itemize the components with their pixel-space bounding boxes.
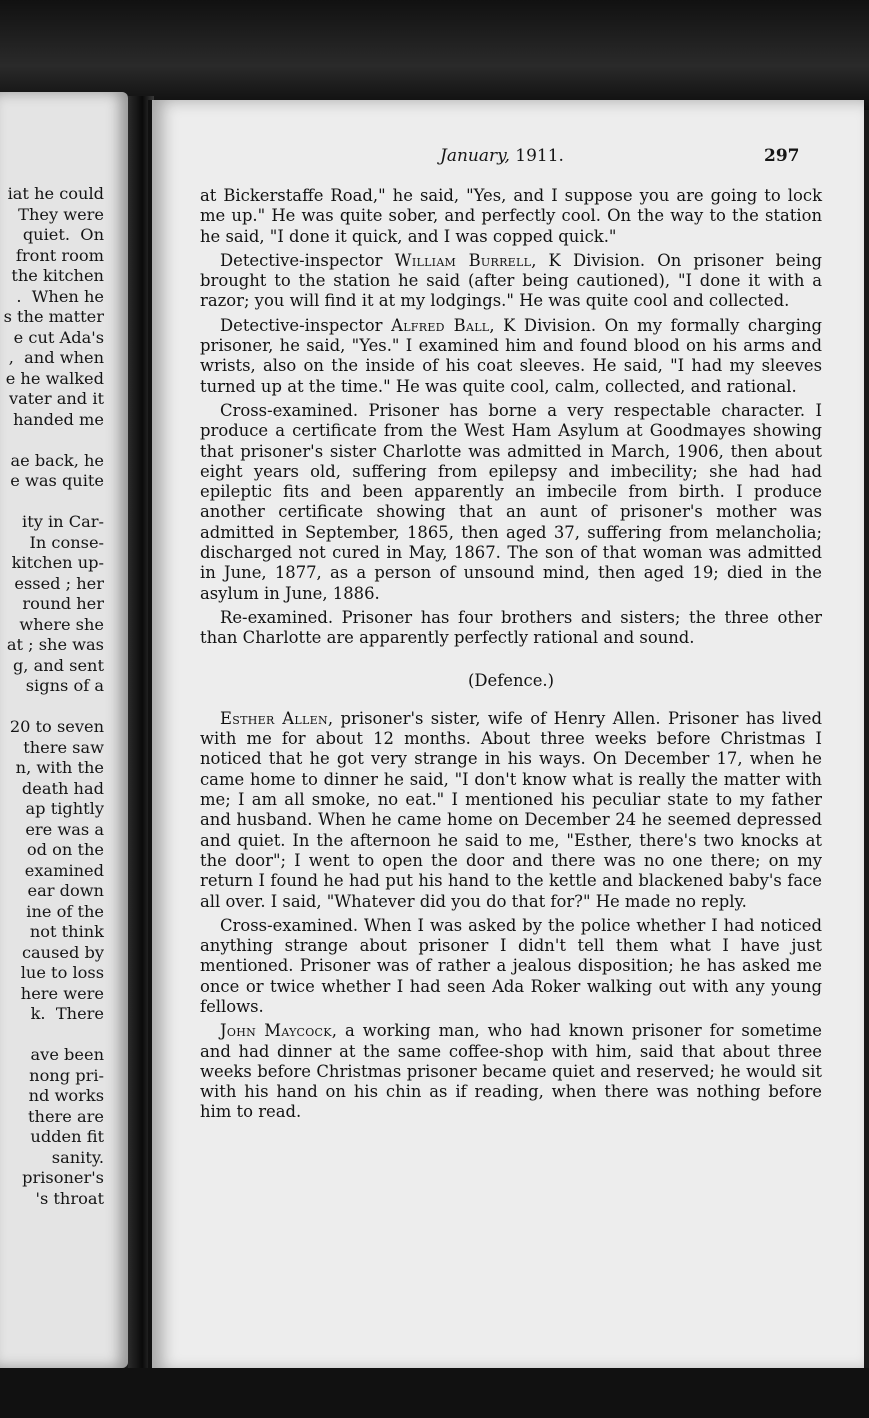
witness-name-ball: Alfred Ball xyxy=(391,315,490,335)
paragraph-1: at Bickerstaffe Road," he said, "Yes, and I suppose you are going to lock me up." He was quite sober, and perfectly cool. On the way to the station he said, "I done it quick, and I was copped quick." xyxy=(200,186,822,246)
left-page-line: In conse- xyxy=(29,532,104,552)
left-page-line: at ; she was xyxy=(6,635,104,654)
scan-background-top xyxy=(0,0,869,110)
p8-text: , a working man, who had known prisoner for sometime and had dinner at the same coffee-shop with him, said that about three weeks before Christmas prisoner became quiet and reserved; he would sit with his hand on his chin as if reading, when there was nothing before him to read. xyxy=(200,1021,822,1122)
left-page-line: vater and it xyxy=(8,389,104,408)
p3-prefix: Detective-inspector xyxy=(220,315,383,335)
left-page-line: nd works xyxy=(28,1086,104,1105)
header-month: January, xyxy=(440,146,510,166)
left-page-line: e cut Ada's xyxy=(13,327,104,347)
left-page-line: n, with the xyxy=(15,758,104,777)
defence-heading: (Defence.) xyxy=(467,670,555,690)
paragraph-3 xyxy=(200,316,822,397)
left-page-line: there are xyxy=(28,1106,104,1126)
left-page-line: caused by xyxy=(21,942,104,962)
left-page-line: e he walked xyxy=(5,368,104,388)
p2-prefix: Detective-inspector xyxy=(220,250,383,270)
left-page-line: there saw xyxy=(23,737,104,757)
left-page-line: kitchen up- xyxy=(11,553,104,572)
left-page-line xyxy=(4,430,104,451)
witness-name-allen: Esther Allen xyxy=(220,708,328,728)
scan-background-bottom xyxy=(0,1368,869,1418)
paragraph-2 xyxy=(200,251,822,312)
left-page-line: g, and sent xyxy=(12,655,104,675)
left-page-line: signs of a xyxy=(25,676,104,695)
left-page-line: front room xyxy=(15,245,104,265)
left-page-line: k. There xyxy=(30,1004,104,1023)
left-page-line: od on the xyxy=(26,840,104,859)
main-text xyxy=(200,186,822,1127)
left-page xyxy=(0,92,128,1368)
left-page-line xyxy=(4,697,104,718)
right-page xyxy=(148,100,864,1372)
left-page-line: the kitchen xyxy=(11,266,104,285)
paragraph-4: Cross-examined. Prisoner has borne a very respectable character. I produce a certificate from the West Ham Asylum at Goodmayes showing that prisoner's sister Charlotte was admitted in March, 1906, then about eight years old, suffering from epilepsy and imbecility; she had had epileptic fits and been apparently an imbecile from birth. I produce another certificate showing that an aunt of prisoner's mother was admitted in September, 1865, then aged 37, suffering from melancholia; discharged not cured in May, 1867. The son of that woman was admitted in June, 1877, as a person of unsound mind, then aged 19; died in the asylum in June, 1886. xyxy=(200,400,822,603)
left-page-line: here were xyxy=(20,983,104,1003)
left-page-line: death had xyxy=(21,778,104,798)
left-page-line: ere was a xyxy=(25,819,104,839)
left-page-line: where she xyxy=(19,614,104,634)
left-page-line: udden fit xyxy=(30,1127,104,1146)
p2-text: , K Division. On prisoner being brought to the station he said (after being cautioned), "I done it with a razor; you will find it at my lodgings." He was quite cool and collected. xyxy=(200,250,822,311)
header-year: 1911. xyxy=(515,146,564,166)
left-page-line: nong pri- xyxy=(29,1065,104,1085)
left-page-line: 20 to seven xyxy=(9,717,104,736)
paragraph-8 xyxy=(200,1021,822,1122)
running-header xyxy=(152,146,864,168)
left-page-line xyxy=(4,1025,104,1046)
left-page-line: lue to loss xyxy=(20,963,104,982)
left-page-line: 's throat xyxy=(35,1188,104,1208)
left-page-line: They were xyxy=(18,204,104,224)
left-page-line: prisoner's xyxy=(22,1168,104,1187)
left-page-line: , and when xyxy=(8,348,104,367)
left-page-line: s the matter xyxy=(3,307,104,326)
paragraph-6 xyxy=(200,709,822,912)
p6-text: , prisoner's sister, wife of Henry Allen. Prisoner has lived with me for about 12 months. About three weeks before Christmas I noticed that he got very strange in his ways. On December 17, when he came home to dinner he said, "I don't know what is really the matter with me; I am all smoke, no eat." I mentioned his peculiar state to my father and husband. When he came home on December 24 he seemed depressed and quiet. In the afternoon he said to me, "Esther, there's two knocks at the door"; I went to open the door and there was no one there; on my return I found he had put his hand to the kettle and blackened baby's face all over. I said, "Whatever did you do that for?" He made no reply. xyxy=(200,708,822,911)
left-page-text xyxy=(4,184,104,1209)
p3-text: , K Division. On my formally charging prisoner, he said, "Yes." I examined him and found blood on his arms and wrists, also on the inside of his coat sleeves. He said, "I had my sleeves turned up at the time." He was quite cool, calm, collected, and rational. xyxy=(200,315,823,396)
left-page-line: handed me xyxy=(13,409,104,429)
left-page-line: ave been xyxy=(30,1045,104,1064)
left-page-line: e was quite xyxy=(10,471,104,490)
left-page-line: quiet. On xyxy=(22,225,104,244)
page-number: 297 xyxy=(764,146,800,166)
header-date xyxy=(440,146,564,166)
left-page-line: ine of the xyxy=(26,901,104,921)
witness-name-burrell: William Burrell xyxy=(394,250,532,270)
left-page-line: essed ; her xyxy=(14,573,104,593)
left-page-line: ity in Car- xyxy=(22,512,104,531)
left-page-line: ap tightly xyxy=(25,799,104,818)
left-page-line: not think xyxy=(29,922,104,941)
left-page-line: round her xyxy=(22,594,104,613)
left-page-line: . When he xyxy=(16,286,104,306)
left-page-line: examined xyxy=(24,860,104,880)
left-page-line: sanity. xyxy=(51,1147,104,1167)
witness-name-maycock: John Maycock xyxy=(220,1021,332,1041)
left-page-line: iat he could xyxy=(7,184,104,203)
left-page-line: ae back, he xyxy=(10,450,104,470)
left-page-line xyxy=(4,492,104,513)
paragraph-5: Re-examined. Prisoner has four brothers and sisters; the three other than Charlotte are apparently perfectly rational and sound. xyxy=(200,607,822,648)
left-page-line: ear down xyxy=(27,881,104,900)
paragraph-7: Cross-examined. When I was asked by the police whether I had noticed anything strange about prisoner I didn't tell them what I have just mentioned. Prisoner was of rather a jealous disposition; he has asked me once or twice whether I had seen Ada Roker walking out with any young fellows. xyxy=(200,915,822,1016)
